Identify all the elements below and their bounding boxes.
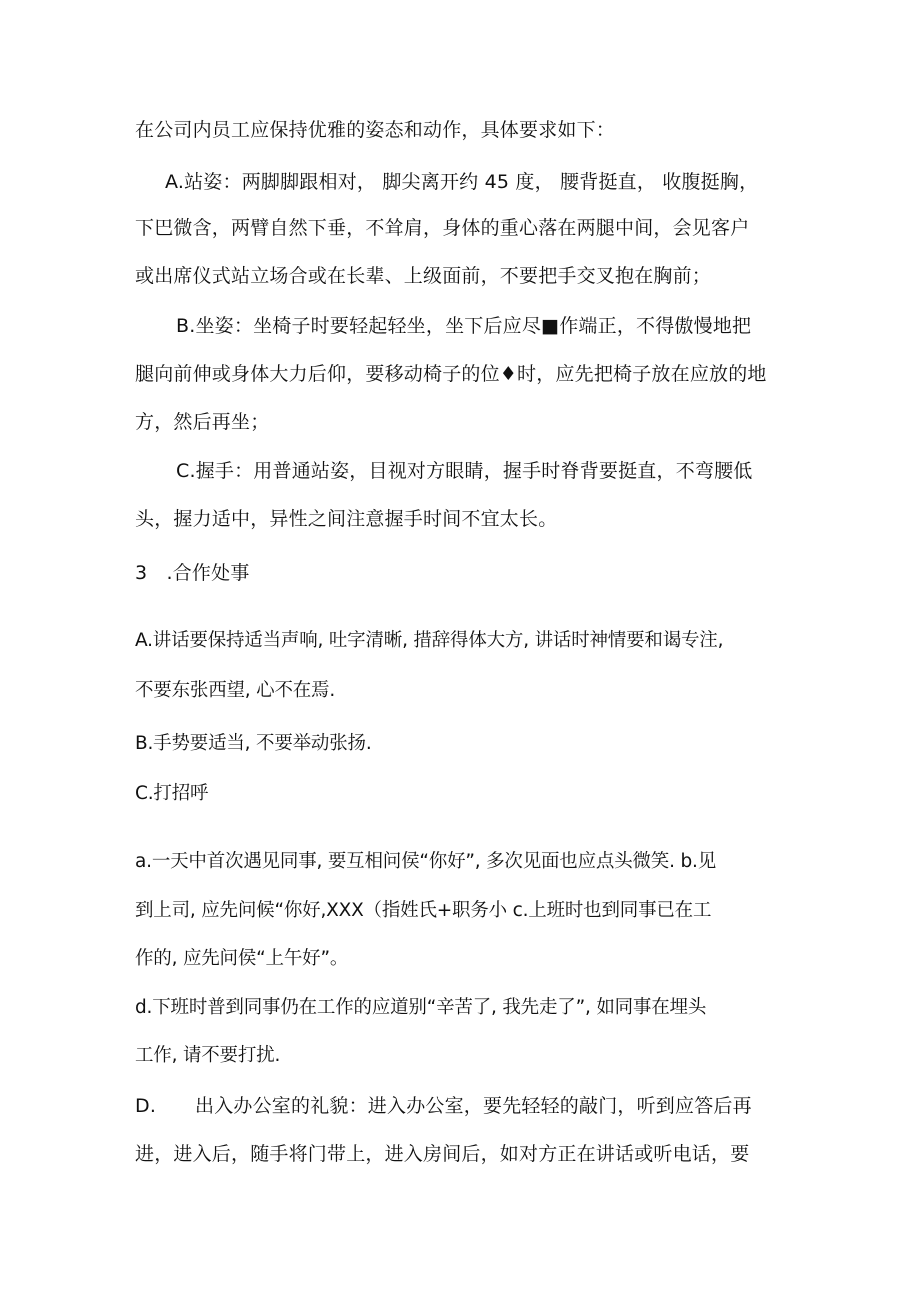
standing-posture-line-2: 下巴微含，两臂自然下垂，不耸肩，身体的重心落在两腿中间，会见客户	[135, 217, 750, 239]
handshake-line-1: C.握手：用普通站姿，目视对方眼睛，握手时脊背要挺直，不弯腰低	[176, 460, 753, 482]
section-3-heading: 3 .合作处事	[135, 562, 250, 584]
handshake-line-2: 头，握力适中，异性之间注意握手时间不宜太长。	[135, 508, 558, 530]
greeting-d-line-1: d.下班时普到同事仍在工作的应道别“辛苦了, 我先走了”, 如同事在埋头	[135, 997, 707, 1018]
sitting-posture-line-1: B.坐姿：坐椅子时要轻起轻坐，坐下后应尽■作端正，不得傲慢地把	[176, 315, 752, 337]
intro-line: 在公司内员工应保持优雅的姿态和动作，具体要求如下：	[135, 119, 616, 141]
speaking-line-1: A.讲话要保持适当声响, 吐字清晰, 措辞得体大方, 讲话时神情要和谒专注,	[135, 630, 724, 651]
greeting-line-3: 作的, 应先问侯“上午好”。	[135, 948, 349, 969]
speaking-line-2: 不要东张西望, 心不在焉.	[135, 680, 336, 701]
sitting-posture-line-2: 腿向前伸或身体大力后仰，要移动椅子的位♦时，应先把椅子放在应放的地	[135, 363, 767, 385]
greeting-line-1: a.一天中首次遇见同事, 要互相问侯“你好”, 多次见面也应点头微笑. b.见	[135, 851, 716, 872]
greeting-heading: C.打招呼	[135, 783, 209, 804]
gesture-line: B.手势要适当, 不要举动张扬.	[135, 733, 372, 754]
office-etiquette-line-2: 进，进入后，随手将门带上，进入房间后，如对方正在讲话或听电话，要	[135, 1143, 750, 1165]
sitting-posture-line-3: 方，然后再坐；	[135, 411, 270, 433]
greeting-d-line-2: 工作, 请不要打扰.	[135, 1045, 281, 1066]
office-etiquette-text: 出入办公室的礼貌：进入办公室，要先轻轻的敲门，听到应答后再	[195, 1095, 752, 1117]
office-etiquette-label: D.	[135, 1095, 157, 1117]
standing-posture-line-1: A.站姿：两脚脚跟相对， 脚尖离开约 45 度， 腰背挺直， 收腹挺胸，	[165, 171, 759, 193]
standing-posture-line-3: 或出席仪式站立场合或在长辈、上级面前，不要把手交叉抱在胸前；	[135, 265, 712, 287]
greeting-line-2: 到上司, 应先问候“你好,XXX（指姓氏+职务小 c.上班时也到同事已在工	[135, 900, 712, 921]
office-etiquette-line-1	[135, 1093, 752, 1119]
